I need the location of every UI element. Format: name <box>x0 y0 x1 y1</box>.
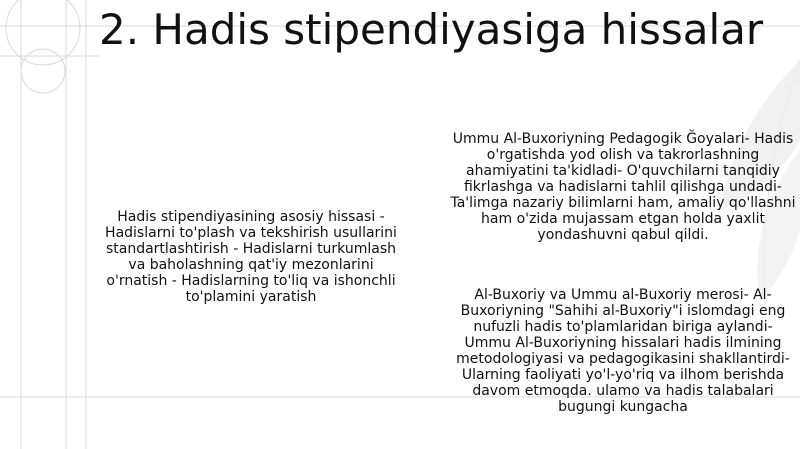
right-top-text-block: Ummu Al-Buxoriyning Pedagogik Ğoyalari- Hadis o'rgatishda yod olish va takrorlashning ahamiyatini ta'kidladi- O'quvchilarni tanqidiy fikrlashga va hadislarni tahlil qilishga undadi- Ta'limga nazariy bilimlarni ham, amaliy qo'llashni ham o'zida mujassam etgan holda yaxlit yondashuvni qabul qildi. <box>450 131 796 243</box>
slide-title: 2. Hadis stipendiyasiga hissalar <box>99 5 764 54</box>
right-bottom-text-block: Al-Buxoriy va Ummu al-Buxoriy merosi- Al-Buxoriyning "Sahihi al-Buxoriy"i islomdagi eng nufuzli hadis to'plamlaridan biriga aylandi- Ummu Al-Buxoriyning hissalari hadis ilmining metodologiyasi va pedagogikasini shakllantirdi- Ularning faoliyati yo'l-yo'riq va ilhom berishda davom etmoqda. ulamo va hadis talabalari bugungi kungacha <box>456 287 790 415</box>
left-text-block: Hadis stipendiyasining asosiy hissasi - Hadislarni to'plash va tekshirish usullarini standartlashtirish - Hadislarni turkumlash va baholashning qat'iy mezonlarini o'rnatish - Hadislarning to'liq va ishonchli to'plamini yaratish <box>105 209 397 305</box>
decorative-circle-large <box>6 0 80 65</box>
